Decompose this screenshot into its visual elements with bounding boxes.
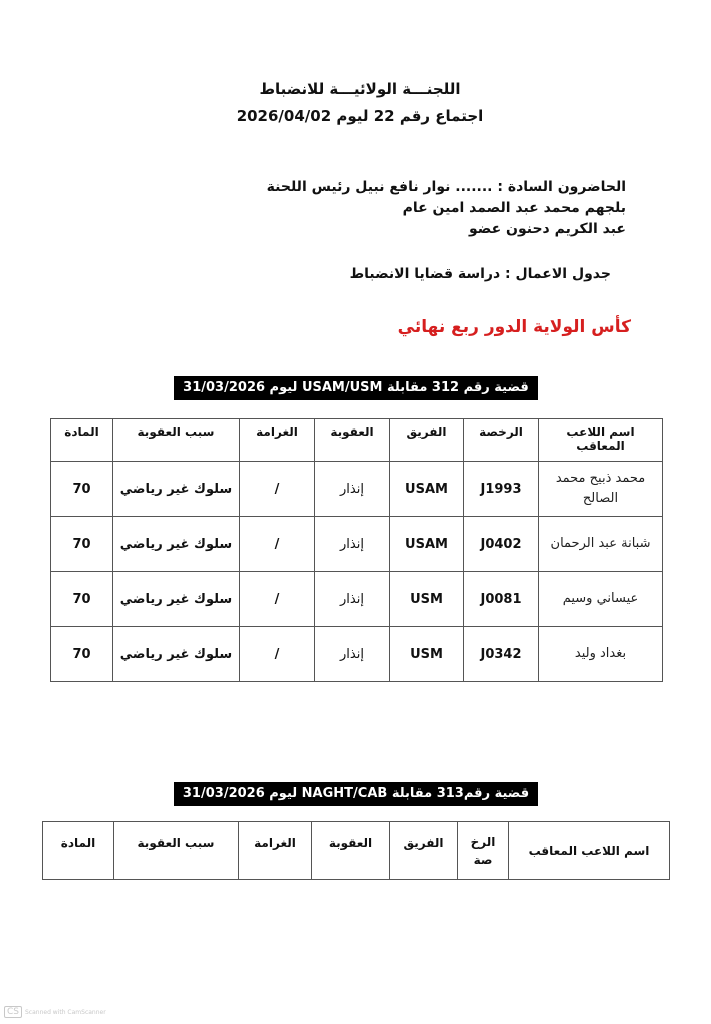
header-team: الفريق bbox=[390, 419, 464, 462]
fine: / bbox=[240, 517, 315, 572]
header-player-name: اسم اللاعب المعاقب bbox=[539, 419, 663, 462]
article: 70 bbox=[51, 627, 113, 682]
penalty: إنذار bbox=[315, 462, 390, 517]
camscanner-logo-icon: CS bbox=[4, 1006, 22, 1018]
table-row bbox=[51, 517, 663, 572]
header-license: الرخصة bbox=[464, 419, 539, 462]
team: USM bbox=[390, 572, 464, 627]
competition-title: كأس الولاية الدور ربع نهائي bbox=[397, 317, 631, 337]
license: J1993 bbox=[464, 462, 539, 517]
reason: سلوك غير رياضي bbox=[113, 462, 240, 517]
team: USAM bbox=[390, 462, 464, 517]
penalty: إنذار bbox=[315, 572, 390, 627]
header-fine: الغرامة bbox=[239, 822, 312, 880]
table-header-row bbox=[43, 822, 670, 880]
player-name: محمد ذبيح محمد الصالح bbox=[539, 462, 663, 517]
fine: / bbox=[240, 572, 315, 627]
meeting-title: اجتماع رقم 22 ليوم 2026/04/02 bbox=[236, 107, 484, 125]
player-name: شبانة عبد الرحمان bbox=[539, 517, 663, 572]
attendees-line-2: بلجهم محمد عبد الصمد امين عام bbox=[402, 200, 626, 216]
header-article: المادة bbox=[43, 822, 114, 880]
watermark-text: Scanned with CamScanner bbox=[25, 1008, 106, 1016]
fine: / bbox=[240, 462, 315, 517]
table-header-row bbox=[51, 419, 663, 462]
header-penalty: العقوبة bbox=[312, 822, 390, 880]
player-name: عيساني وسيم bbox=[539, 572, 663, 627]
header-fine: الغرامة bbox=[240, 419, 315, 462]
case-2-table bbox=[42, 821, 670, 880]
case-1-banner: قضية رقم 312 مقابلة USAM/USM ليوم 31/03/2026 bbox=[174, 376, 538, 400]
header-reason: سبب العقوبة bbox=[114, 822, 239, 880]
fine: / bbox=[240, 627, 315, 682]
header-player-name: اسم اللاعب المعاقب bbox=[509, 822, 670, 880]
header-license: الرخ صة bbox=[458, 822, 509, 880]
table-row bbox=[51, 462, 663, 517]
penalty: إنذار bbox=[315, 517, 390, 572]
attendees-line-3: عبد الكريم دحنون عضو bbox=[469, 221, 626, 237]
table-row bbox=[51, 572, 663, 627]
reason: سلوك غير رياضي bbox=[113, 517, 240, 572]
team: USM bbox=[390, 627, 464, 682]
header-penalty: العقوبة bbox=[315, 419, 390, 462]
case-1-table bbox=[50, 418, 663, 682]
license: J0342 bbox=[464, 627, 539, 682]
license: J0402 bbox=[464, 517, 539, 572]
header-team: الفريق bbox=[390, 822, 458, 880]
table-row bbox=[51, 627, 663, 682]
article: 70 bbox=[51, 572, 113, 627]
header-article: المادة bbox=[51, 419, 113, 462]
penalty: إنذار bbox=[315, 627, 390, 682]
article: 70 bbox=[51, 517, 113, 572]
header-reason: سبب العقوبة bbox=[113, 419, 240, 462]
scanner-watermark bbox=[4, 1006, 106, 1018]
committee-title: اللجنـــة الولائيـــة للانضباط bbox=[259, 80, 461, 98]
team: USAM bbox=[390, 517, 464, 572]
case-2-banner: قضية رقم313 مقابلة NAGHT/CAB ليوم 31/03/2026 bbox=[174, 782, 538, 806]
reason: سلوك غير رياضي bbox=[113, 572, 240, 627]
reason: سلوك غير رياضي bbox=[113, 627, 240, 682]
article: 70 bbox=[51, 462, 113, 517]
attendees-line-1: الحاضرون السادة : ....... نوار نافع نبيل رئيس اللحنة bbox=[266, 179, 626, 195]
player-name: بغداد وليد bbox=[539, 627, 663, 682]
license: J0081 bbox=[464, 572, 539, 627]
agenda-line: جدول الاعمال : دراسة قضايا الانضباط bbox=[349, 266, 611, 282]
